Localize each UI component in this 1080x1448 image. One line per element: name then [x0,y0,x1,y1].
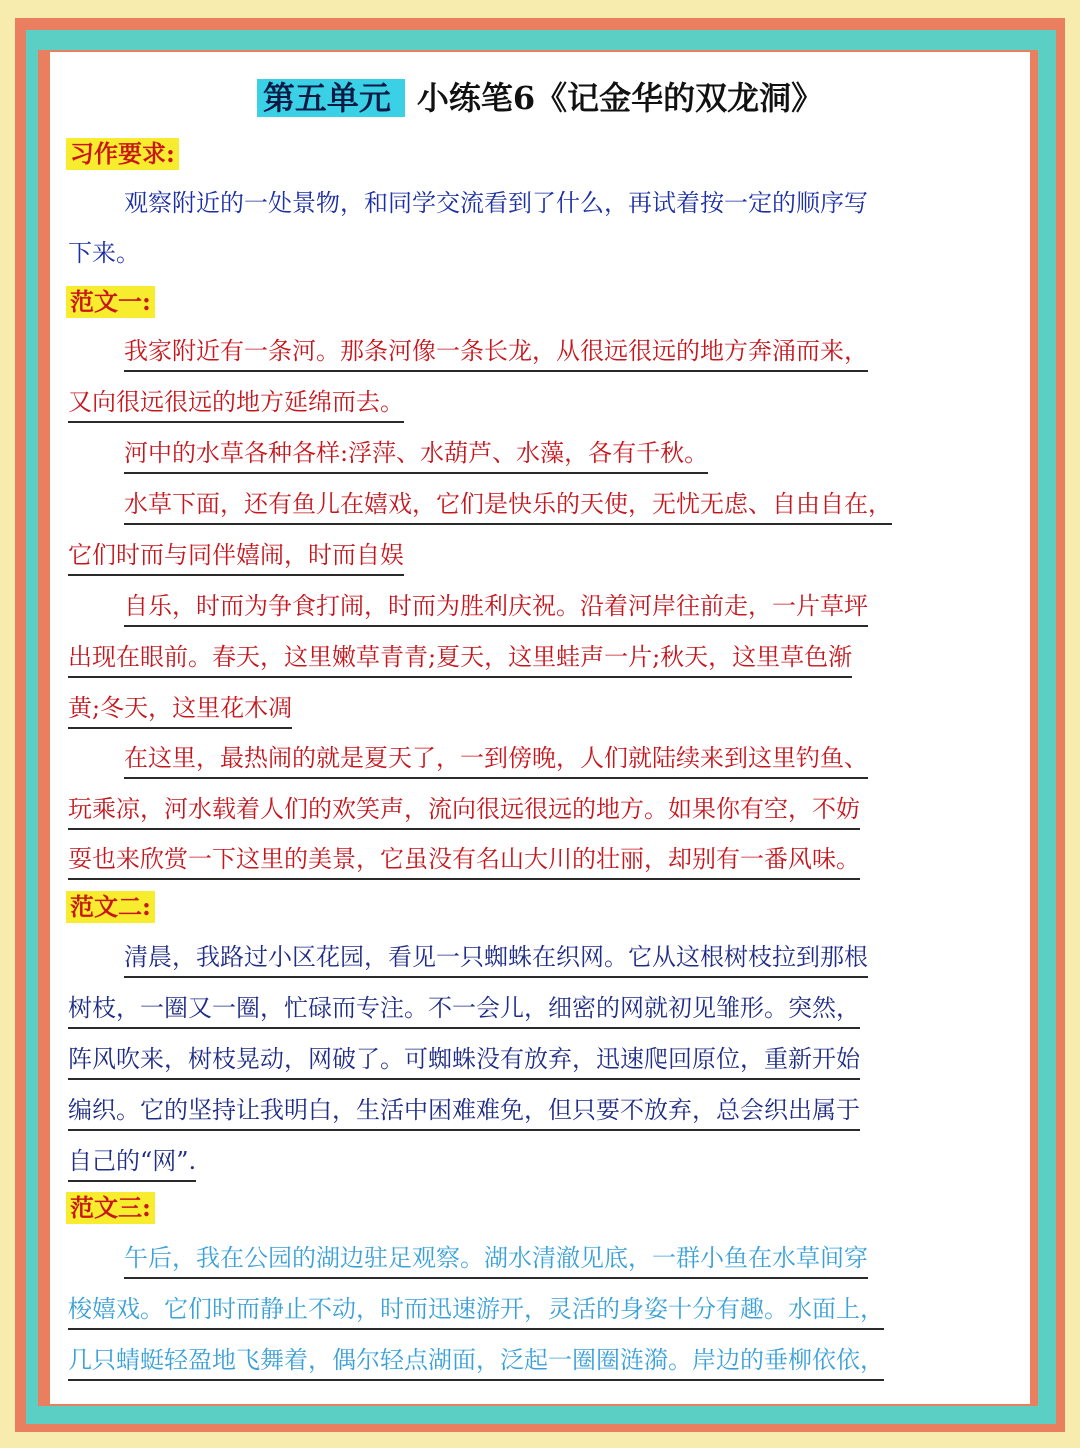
essay3-label: 范文三: [66,1192,155,1224]
essay1-line: 水草下面，还有鱼儿在嬉戏，它们是快乐的天使，无忧无虑、自由自在， [124,487,892,525]
essay1-line: 在这里，最热闹的就是夏天了，一到傍晚，人们就陆续来到这里钓鱼、 [124,741,868,779]
essay2-line: 编织。它的坚持让我明白，生活中困难难免，但只要不放弃，总会织出属于 [68,1093,860,1131]
requirement-line: 下来。 [68,239,140,267]
essay2-line: 自己的“网”. [68,1144,196,1182]
requirement-line: 观察附近的一处景物，和同学交流看到了什么，再试着按一定的顺序写 [124,189,868,217]
essay1-line: 黄;冬天，这里花木凋 [68,691,292,729]
unit-tag: 第五单元 [257,79,405,117]
essay2-line: 阵风吹来，树枝晃动，网破了。可蜘蛛没有放弃，迅速爬回原位，重新开始 [68,1042,860,1080]
essay1-line: 出现在眼前。春天，这里嫩草青青;夏天，这里蛙声一片;秋天，这里草色渐 [68,640,852,678]
essay1-label: 范文一: [66,286,155,318]
essay1-line: 玩乘凉，河水载着人们的欢笑声，流向很远很远的地方。如果你有空，不妨 [68,792,860,830]
essay1-line: 河中的水草各种各样:浮萍、水葫芦、水藻，各有千秋。 [124,436,708,474]
essay1-line: 耍也来欣赏一下这里的美景，它虽没有名山大川的壮丽，却别有一番风味。 [68,842,860,880]
essay2-line: 清晨，我路过小区花园，看见一只蜘蛛在织网。它从这根树枝拉到那根 [124,940,868,978]
essay3-line: 梭嬉戏。它们时而静止不动，时而迅速游开，灵活的身姿十分有趣。水面上， [68,1292,884,1330]
essay1-line: 我家附近有一条河。那条河像一条长龙，从很远很远的地方奔涌而来， [124,334,868,372]
page-title [50,76,1030,120]
essay2-line: 树枝，一圈又一圈，忙碌而专注。不一会儿，细密的网就初见雏形。突然， [68,991,860,1029]
requirement-label: 习作要求: [66,138,179,170]
essay1-line: 它们时而与同伴嬉闹，时而自娱 [68,538,404,576]
essay2-label: 范文二: [66,891,155,923]
title-main: 小练笔6《记金华的双龙洞》 [416,79,824,117]
essay3-line: 午后，我在公园的湖边驻足观察。湖水清澈见底，一群小鱼在水草间穿 [124,1241,868,1279]
worksheet-page [50,52,1030,1404]
essay3-line: 几只蜻蜓轻盈地飞舞着，偶尔轻点湖面，泛起一圈圈涟漪。岸边的垂柳依依， [68,1343,884,1381]
essay1-line: 自乐，时而为争食打闹，时而为胜利庆祝。沿着河岸往前走，一片草坪 [124,589,868,627]
essay1-line: 又向很远很远的地方延绵而去。 [68,385,404,423]
